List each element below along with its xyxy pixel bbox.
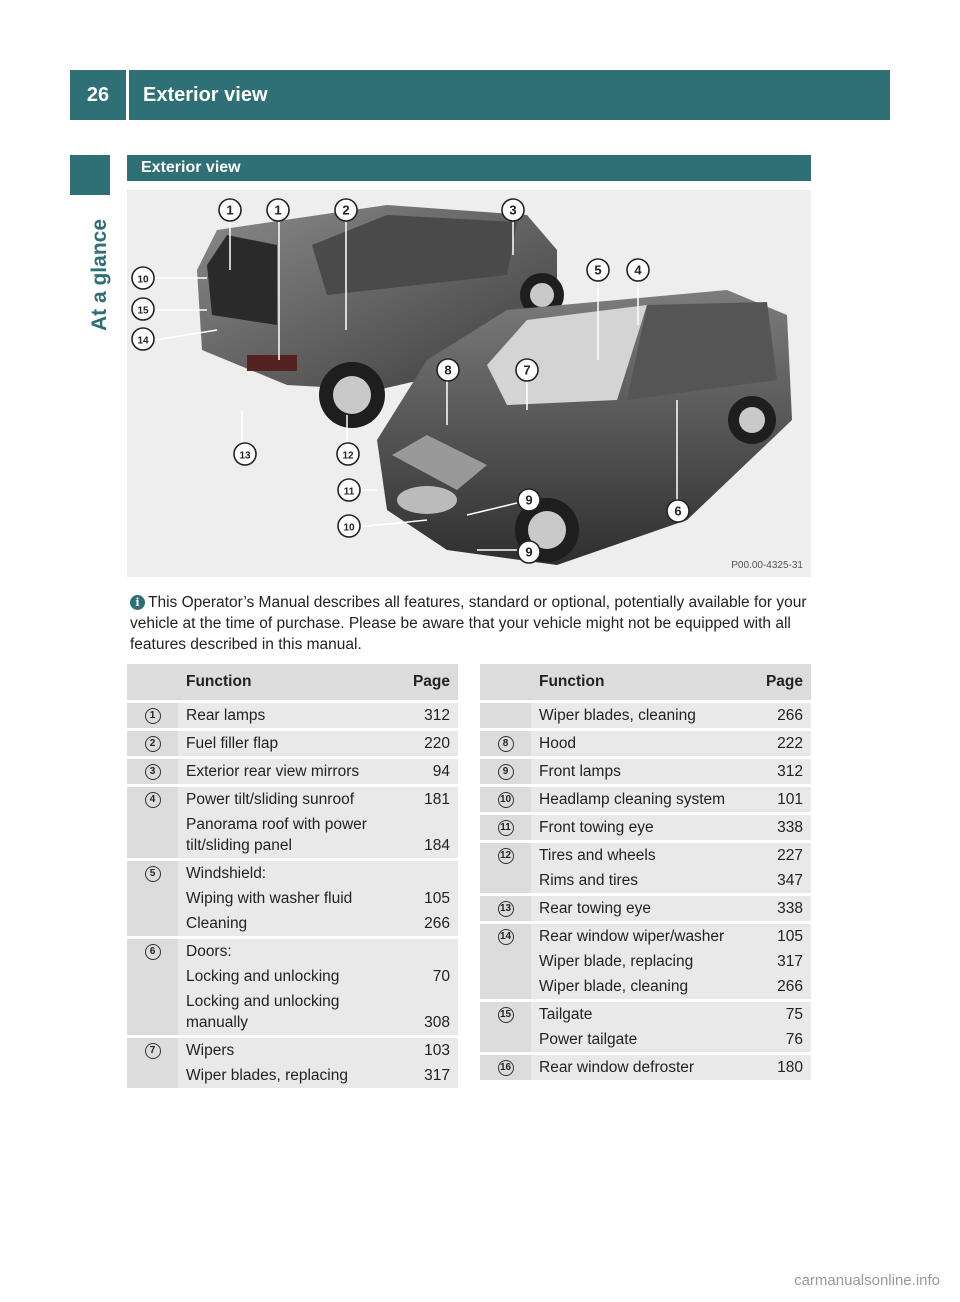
table-row [127,886,458,911]
symbol-cell [480,1052,531,1080]
table-row [127,1063,458,1088]
callout-label: 13 [239,450,251,462]
table-row [480,1027,811,1052]
callout-marker [131,297,155,321]
symbol-cell [480,974,531,999]
table-row [127,756,458,784]
callout-marker [586,258,610,282]
symbol-header [480,664,531,703]
side-marker [70,155,110,195]
callout-marker [266,198,290,222]
side-tab [80,200,120,350]
function-cell: Front towing eye [531,812,753,840]
table-row [480,728,811,756]
page-header [70,70,890,120]
page-cell: 181 [405,784,458,812]
symbol-cell [480,812,531,840]
function-cell: Rear towing eye [531,893,753,921]
item-number: 3 [145,764,161,780]
table-row [127,858,458,886]
callout-marker [131,266,155,290]
page-cell: 75 [753,999,811,1027]
page-header-cell: Page [405,664,458,703]
symbol-cell [127,1063,178,1088]
page-cell: 266 [753,703,811,728]
callout-marker [626,258,650,282]
function-cell: Wiper blade, replacing [531,949,753,974]
symbol-cell [480,1027,531,1052]
symbol-cell [480,999,531,1027]
callout-marker [517,488,541,512]
page-cell: 105 [753,921,811,949]
symbol-header [127,664,178,703]
symbol-cell [480,840,531,868]
page-cell: 338 [753,893,811,921]
symbol-cell [127,784,178,812]
figure-code: P00.00-4325-31 [731,560,803,571]
page-cell: 222 [753,728,811,756]
callout-label: 10 [343,522,355,534]
table-row [480,893,811,921]
page-cell: 103 [405,1035,458,1063]
vehicle-figure [127,190,811,577]
function-cell: Front lamps [531,756,753,784]
callout-label: 2 [342,202,350,218]
item-number: 12 [498,848,514,864]
table-row [127,812,458,858]
page-cell: 220 [405,728,458,756]
item-number: 4 [145,792,161,808]
page-cell: 317 [405,1063,458,1088]
page-cell: 94 [405,756,458,784]
symbol-cell [127,911,178,936]
page-cell: 70 [405,964,458,989]
page-cell: 312 [753,756,811,784]
watermark: carmanualsonline.info [794,1272,940,1289]
page-cell: 347 [753,868,811,893]
callout-label: 15 [137,305,149,317]
page-cell: 317 [753,949,811,974]
function-cell: Doors: [178,936,405,964]
function-cell: Power tailgate [531,1027,753,1052]
table-row [480,868,811,893]
callout-label: 8 [444,362,452,378]
table-row [480,974,811,999]
table-row [127,728,458,756]
callout-label: 5 [594,262,602,278]
callout-marker [218,198,242,222]
page-number: 26 [70,70,129,120]
symbol-cell [127,756,178,784]
info-icon: i [130,595,145,610]
function-header: Function [178,664,405,703]
table-row [127,936,458,964]
page-cell: 338 [753,812,811,840]
callout-label: 9 [525,492,533,508]
page-cell: 180 [753,1052,811,1080]
page-cell [405,936,458,964]
callout-label: 4 [634,262,642,278]
table-row [127,964,458,989]
page-cell: 266 [753,974,811,999]
function-table-right [480,664,811,1080]
callout-label: 1 [226,202,234,218]
symbol-cell [480,703,531,728]
item-number: 5 [145,866,161,882]
table-row [480,756,811,784]
callout-marker [334,198,358,222]
table-header-row [127,664,458,703]
callout-label: 3 [509,202,517,218]
function-cell: Tires and wheels [531,840,753,868]
item-number: 8 [498,736,514,752]
callout-marker [515,358,539,382]
symbol-cell [127,1035,178,1063]
symbol-cell [127,936,178,964]
table-row [480,999,811,1027]
function-cell: Tailgate [531,999,753,1027]
table-row [480,784,811,812]
function-cell: Locking and unlocking [178,964,405,989]
item-number: 16 [498,1060,514,1076]
page-cell: 105 [405,886,458,911]
function-cell: Exterior rear view mirrors [178,756,405,784]
item-number: 2 [145,736,161,752]
function-cell: Wiping with washer fluid [178,886,405,911]
function-cell: Wipers [178,1035,405,1063]
function-header: Function [531,664,753,703]
table-row [127,911,458,936]
table-row [480,949,811,974]
info-note [130,592,810,655]
callout-marker [337,478,361,502]
function-cell: Rear window wiper/washer [531,921,753,949]
symbol-cell [127,964,178,989]
table-row [127,784,458,812]
table-header-row [480,664,811,703]
item-number: 10 [498,792,514,808]
section-title: Exterior view [127,155,811,181]
callout-label: 1 [274,202,282,218]
function-cell: Windshield: [178,858,405,886]
symbol-cell [480,868,531,893]
table-row [480,703,811,728]
function-cell: Hood [531,728,753,756]
callout-label: 10 [137,274,149,286]
function-cell: Rear lamps [178,703,405,728]
symbol-cell [127,886,178,911]
symbol-cell [127,812,178,858]
table-row [480,840,811,868]
callout-label: 6 [674,503,682,519]
symbol-cell [480,784,531,812]
callout-label: 12 [342,450,354,462]
item-number: 7 [145,1043,161,1059]
function-cell: Panorama roof with power tilt/sliding panel [178,812,405,858]
table-row [127,703,458,728]
callout-label: 11 [343,486,355,498]
function-cell: Wiper blade, cleaning [531,974,753,999]
table-row [480,921,811,949]
page-header-cell: Page [753,664,811,703]
callout-marker [337,514,361,538]
callout-marker [517,540,541,564]
item-number: 6 [145,944,161,960]
function-cell: Rims and tires [531,868,753,893]
item-number: 11 [498,820,514,836]
callout-marker [436,358,460,382]
info-text: This Operator’s Manual describes all features, standard or optional, potentially available for your vehicle at the time of purchase. Please be aware that your vehicle might not be equipped with all features described in this manual. [130,594,807,653]
function-cell: Wiper blades, replacing [178,1063,405,1088]
callout-marker [666,499,690,523]
header-title: Exterior view [143,83,268,106]
item-number: 15 [498,1007,514,1023]
item-number: 14 [498,929,514,945]
page-cell: 308 [405,989,458,1035]
callout-marker [131,327,155,351]
callout-label: 14 [137,335,149,347]
page-cell: 101 [753,784,811,812]
function-table-left [127,664,458,1088]
symbol-cell [127,989,178,1035]
page-cell [405,858,458,886]
function-cell: Locking and unlocking manually [178,989,405,1035]
page-cell: 266 [405,911,458,936]
symbol-cell [480,949,531,974]
vehicle-illustration [127,190,811,577]
symbol-cell [480,893,531,921]
table-row [480,812,811,840]
symbol-cell [480,756,531,784]
item-number: 1 [145,708,161,724]
callout-marker [501,198,525,222]
side-tab-label: At a glance [88,218,112,332]
table-row [480,1052,811,1080]
page-cell: 312 [405,703,458,728]
function-cell: Fuel filler flap [178,728,405,756]
symbol-cell [480,921,531,949]
symbol-cell [127,858,178,886]
symbol-cell [480,728,531,756]
function-cell: Cleaning [178,911,405,936]
page-cell: 76 [753,1027,811,1052]
function-cell: Headlamp cleaning system [531,784,753,812]
callout-label: 7 [523,362,531,378]
callout-label: 9 [525,544,533,560]
symbol-cell [127,728,178,756]
function-cell: Power tilt/sliding sunroof [178,784,405,812]
page-cell: 184 [405,812,458,858]
callout-marker [336,442,360,466]
item-number: 9 [498,764,514,780]
page-cell: 227 [753,840,811,868]
function-cell: Rear window defroster [531,1052,753,1080]
callout-marker [233,442,257,466]
function-cell: Wiper blades, cleaning [531,703,753,728]
symbol-cell [127,703,178,728]
table-row [127,989,458,1035]
table-row [127,1035,458,1063]
item-number: 13 [498,901,514,917]
